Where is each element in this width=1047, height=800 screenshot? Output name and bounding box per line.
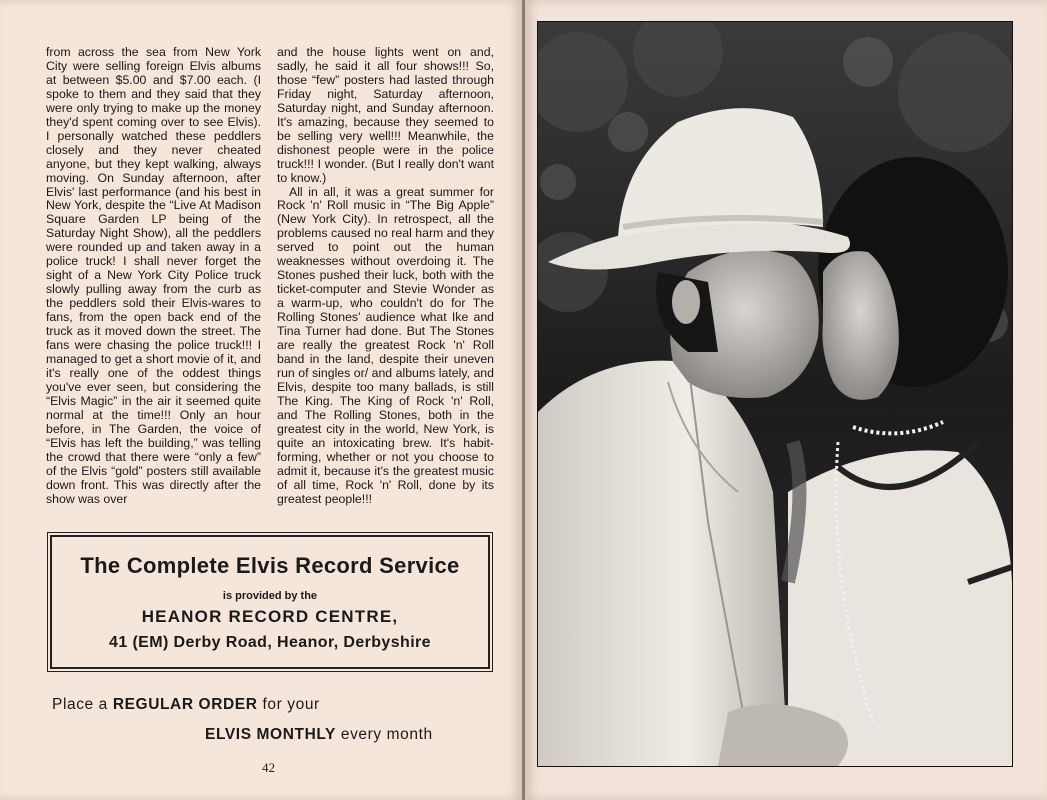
advert-subtitle: is provided by the xyxy=(222,590,318,602)
record-service-advert xyxy=(50,535,490,669)
photo-kiss-icon xyxy=(537,21,1013,767)
article-paragraph: from across the sea from New York City were selling foreign Elvis albums at between $5.00 and $7.00 each. (I spoke to them and they said that they were only trying to make up the money they'd spent coming over to see Elvis). I personally watched these peddlers closely and they never cheated anyone, but they kept walking, always moving. On Sunday afternoon, after Elvis' last performance (and his best in New York, despite the “Live At Madison Square Garden LP being of the Saturday Night Show), all the peddlers were rounded up and taken away in a police truck! I shall never forget the sight of a New York City Police truck slowly pulling away from the curb as the peddlers sold their Elvis-wares to fans, from the open back end of the truck as it moved down the street. The fans were chasing the police truck!!! I managed to get a short movie of it, and it's really one of the oddest things you've ever seen, but considering the “Elvis Magic” in the air it seemed quite normal at the time!!! Only an hour before, in The Garden, the voice of “Elvis has left the building,” was telling the crowd that there were “only a few” of the Elvis “gold” posters still available down front. This was directly after the show was over xyxy=(46,45,261,506)
advert-title: The Complete Elvis Record Service xyxy=(80,553,460,578)
article-paragraph: All in all, it was a great summer for Rock 'n' Roll music in “The Big Apple” (New York City). In retrospect, all the problems caused no real harm and they served to point out the human weaknesses without overdoing it. The Stones pushed their luck, both with the ticket-computer and Stevie Wonder as a warm-up, who couldn't do for The Rolling Stones' audience what Ike and Tina Turner had done. But The Stones are really the greatest Rock 'n' Roll band in the land, despite their uneven run of singles or/ and albums lately, and Elvis, despite too many ballads, is still The King. The King of Rock 'n' Roll, and The Rolling Stones, both in the greatest city in the world, New York, is quite an intoxicating brew. It's habit-forming, whether or not you choose to admit it, because it's the greatest music of all time, Rock 'n' Roll, done by its greatest people!!! xyxy=(277,184,494,506)
magazine-name: ELVIS MONTHLY xyxy=(205,726,336,743)
order-text: Place a xyxy=(52,696,113,713)
advert-store-name: HEANOR RECORD CENTRE, xyxy=(141,607,399,626)
order-line-1 xyxy=(52,696,320,714)
article-paragraph: and the house lights went on and, sadly, he said it all four shows!!! So, those “few” posters had lasted through Friday night, Saturday afternoon, Saturday night, and Sunday afternoon. It's amazing, because they seemed to be selling very well!!! Meanwhile, the dishonest people were in the police truck!!! I wonder. (But I really don't want to know.) xyxy=(277,45,494,185)
order-line-2 xyxy=(205,726,433,744)
order-emphasis: REGULAR ORDER xyxy=(112,696,258,713)
advert-address: 41 (EM) Derby Road, Heanor, Derbyshire xyxy=(109,634,431,651)
order-text: every month xyxy=(335,726,433,743)
text-column-1 xyxy=(46,46,261,506)
text-column-2 xyxy=(277,46,494,506)
left-page xyxy=(0,0,522,800)
order-text: for your xyxy=(257,696,320,713)
page-number: 42 xyxy=(262,760,275,775)
